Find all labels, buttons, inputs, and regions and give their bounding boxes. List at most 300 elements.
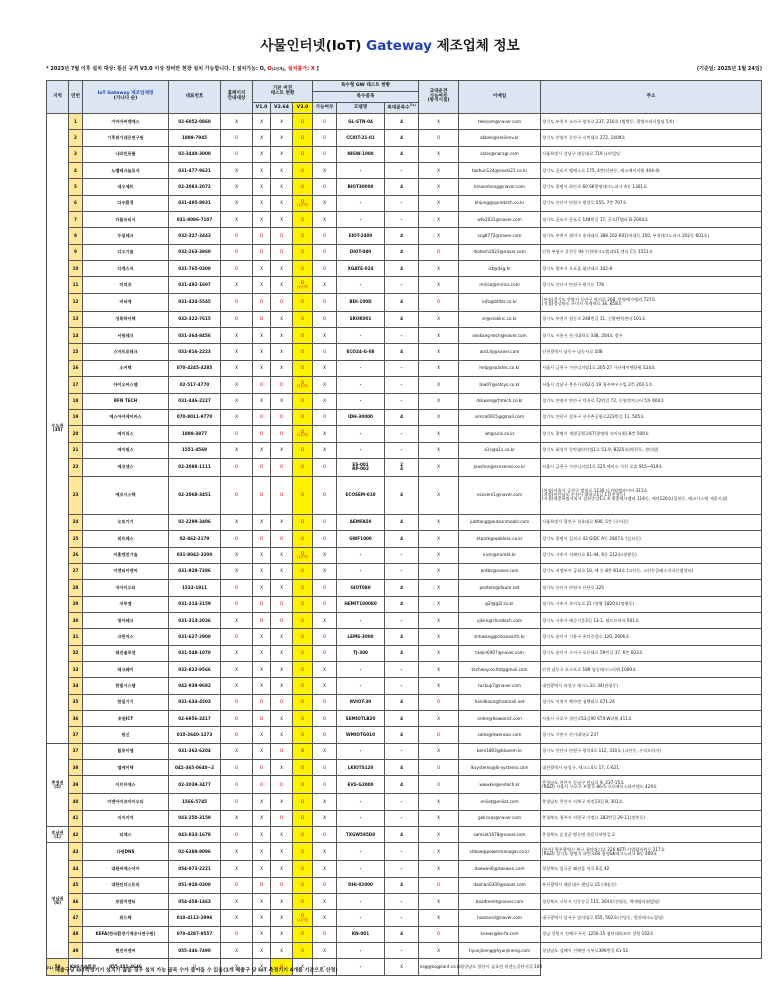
header-homepage: 홈페이지 안내대상 <box>221 81 253 114</box>
maker-name: 성록하이텍 <box>83 311 169 327</box>
multi-possible-flag: O <box>313 727 337 743</box>
homepage-flag: O <box>221 293 253 311</box>
maker-phone: 031-8086-7107 <box>169 212 221 228</box>
table-row <box>47 277 762 293</box>
table-row <box>47 760 762 776</box>
row-no: 35 <box>69 694 83 710</box>
multi-possible-flag: X <box>313 360 337 376</box>
multi-possible-flag: O <box>313 130 337 146</box>
max-count: 4 <box>385 629 419 645</box>
multi-possible-flag: O <box>313 476 337 514</box>
table-row <box>47 360 762 376</box>
max-count: 4 <box>385 827 419 843</box>
row-no: 18 <box>69 393 83 409</box>
multi-possible-flag: X <box>313 377 337 393</box>
homepage-flag: X <box>221 645 253 661</box>
model-name: ECO24-G-08 <box>337 344 385 360</box>
address: 경기도 안산시 단원구 별망로 555, 7층 707호 <box>541 195 762 211</box>
email: sales@naragr.com <box>459 146 541 162</box>
page-title: 사물인터넷(IoT) Gateway 제조업체 정보 <box>260 38 520 54</box>
address: 경기도 용인시 수지구 포은대로 59번길 37, 6층 603호 <box>541 645 762 661</box>
v10-flag: O <box>253 612 271 628</box>
maker-phone: 1533-1911 <box>169 580 221 596</box>
address: 서울시 구로구 경인로53길90 STX-W타워 411호 <box>541 711 762 727</box>
row-no: 8 <box>69 228 83 244</box>
row-no: 7 <box>69 212 83 228</box>
maker-name: 대원씨에스아이 <box>83 861 169 877</box>
model-name: NIGW-1000 <box>337 146 385 162</box>
v10-flag: X <box>253 861 271 877</box>
v264-flag: X <box>271 277 293 293</box>
multi-possible-flag: O <box>313 580 337 596</box>
address: 대전광역시 유성구 테크노3로 34(관평동) <box>541 678 762 694</box>
v10-flag: O <box>253 531 271 547</box>
max-count: - <box>385 612 419 628</box>
table-row <box>47 794 762 810</box>
header-email: 이메일 <box>459 81 541 114</box>
address: 충청북도 청주시 서원구 가정로 383번길 29-11(정봉동) <box>541 810 762 826</box>
address: (본사) 광주광역시 북구 첨단과기로 226 KETI 사업화지원동 217호 (R&D) 경기도 광명시 하안로60 광명SK테크노파크 B동 409호 <box>541 843 762 861</box>
row-no: 50 <box>47 959 69 975</box>
model-name: - <box>337 810 385 826</box>
v30-flag: O <box>293 711 313 727</box>
email: mirico@mirico.com <box>459 277 541 293</box>
model-name: DIOT-080 <box>337 244 385 260</box>
header-address: 주소 <box>541 81 762 114</box>
row-no: 20 <box>69 426 83 442</box>
header-v10: V1.0 <box>253 103 271 114</box>
max-count: 4 <box>385 531 419 547</box>
v264-flag: X <box>271 910 293 926</box>
row-no: 46 <box>69 894 83 910</box>
homepage-flag: O <box>221 760 253 776</box>
homepage-flag: X <box>221 843 253 861</box>
maker-phone: 02-2088-1111 <box>169 458 221 476</box>
max-count: - <box>385 861 419 877</box>
v264-flag: X <box>271 130 293 146</box>
address: 경상남도 양산시 삼호면 미전농공단지길 100 <box>459 959 541 975</box>
address: 인천 부평구 갈산동 94 인천테크노밸리U1 센터 C동 1511호 <box>541 244 762 260</box>
v30-flag: O <box>293 794 313 810</box>
multi-possible-flag: X <box>313 212 337 228</box>
max-count: 2 4 <box>385 458 419 476</box>
v30-flag: O <box>293 943 313 959</box>
row-no: 38 <box>69 760 83 776</box>
model-name: - <box>337 861 385 877</box>
homepage-flag: O <box>221 580 253 596</box>
table-row <box>47 547 762 563</box>
max-count: 4 <box>385 760 419 776</box>
maker-name: 지투엠 <box>83 596 169 612</box>
table-row <box>47 409 762 425</box>
v264-flag: O <box>271 476 293 514</box>
v10-flag: X <box>253 926 271 942</box>
v30-flag: O <box>293 661 313 677</box>
maker-phone: 02-2299-3406 <box>169 514 221 530</box>
address: 경기도 광명시 일직로 43 GIDC A동 2807호 (일직동) <box>541 531 762 547</box>
address: 인천광역시 남동구 남동서로 108 <box>541 344 762 360</box>
v10-flag: X <box>253 146 271 162</box>
address: (본점)경기도 안양시 동안구 학의로 268, 안양메가밸리 727호 (지점)경상북도 구미시 옥계북로 36, 858호 <box>541 293 762 311</box>
homepage-flag: X <box>221 678 253 694</box>
exchange-flag: O <box>419 776 459 794</box>
model-name: - <box>337 212 385 228</box>
max-count: 4 <box>385 293 419 311</box>
v264-flag: X <box>271 195 293 211</box>
email: simco0915@gmail.com <box>459 409 541 425</box>
homepage-flag: X <box>221 894 253 910</box>
v264-flag: X <box>271 580 293 596</box>
row-no: 43 <box>69 843 83 861</box>
exchange-flag: X <box>419 311 459 327</box>
row-no: 13 <box>69 311 83 327</box>
max-count: - <box>385 910 419 926</box>
v10-flag: X <box>253 743 271 759</box>
maker-name: 티엑스 <box>83 827 169 843</box>
maker-phone: 02-517-4770 <box>169 377 221 393</box>
v264-flag: X <box>271 146 293 162</box>
v10-flag: X <box>253 261 271 277</box>
exchange-flag: X <box>419 580 459 596</box>
v30-flag: O <box>293 476 313 514</box>
v264-flag: X <box>271 661 293 677</box>
v10-flag: X <box>253 514 271 530</box>
max-count: 4 <box>385 645 419 661</box>
address: 경기도 군포시 군포로 148번길 17, 군포IT벨리 B-2004호 <box>541 212 762 228</box>
model-name: LEMS-3000 <box>337 629 385 645</box>
maker-phone: 054-458-1463 <box>169 894 221 910</box>
maker-name: 엘케이텍 <box>83 760 169 776</box>
email: shbae@powermanager.co.kr <box>459 843 541 861</box>
email: ecosem1@naver.com <box>459 476 541 514</box>
max-count: - <box>385 943 419 959</box>
v264-flag: X <box>271 711 293 727</box>
v264-flag: O <box>271 810 293 826</box>
v10-flag: X <box>253 645 271 661</box>
maker-name: 오토기기 <box>83 514 169 530</box>
header-basic-test: 기본 버전 테스트 현황 <box>253 81 313 103</box>
model-name: RVIOT-30 <box>337 694 385 710</box>
maker-name: KSG기술환경 <box>69 959 83 975</box>
address: 경기도 시흥시 오이도로 21 (정왕 1820호(정왕동) <box>541 596 762 612</box>
maker-name: 두일테크 <box>83 228 169 244</box>
exchange-flag: X <box>419 563 459 579</box>
v30-flag: O <box>293 228 313 244</box>
maker-phone: 02-862-2179 <box>169 531 221 547</box>
v10-flag: O <box>253 426 271 442</box>
maker-phone: 031-364-8456 <box>169 328 221 344</box>
maker-phone: 070-4245-4285 <box>169 360 221 376</box>
v264-flag: X <box>271 629 293 645</box>
address: 서울시 강남구 봉은사로62길 19 청주여우스빌 2층 202-1호 <box>541 377 762 393</box>
table-row <box>47 344 762 360</box>
v10-flag: X <box>253 678 271 694</box>
table-row <box>47 228 762 244</box>
email: ksg@ksgplant.co.kr <box>419 959 459 975</box>
homepage-flag: O <box>221 228 253 244</box>
maker-name: 나라인포틀 <box>83 146 169 162</box>
email: bem1803@blueem.kr <box>459 743 541 759</box>
address: 경기도 안양시 만안구 덕천로 72번길 72, 동영엔지니어 5차 604호 <box>541 393 762 409</box>
table-row <box>47 743 762 759</box>
maker-phone: 031-765-0300 <box>169 261 221 277</box>
model-name: GIOT080 <box>337 580 385 596</box>
homepage-flag: O <box>221 261 253 277</box>
multi-possible-flag: X <box>313 743 337 759</box>
table-row <box>47 195 762 211</box>
max-count: 4 <box>385 146 419 162</box>
homepage-flag: X <box>221 661 253 677</box>
max-count: 4 <box>385 926 419 942</box>
address: 충청남도 천안시 동남구 만남로 9, 237-15호 (R&D) 서울시 구로구 부광로 66-5 구로에이스하이엔드 429호 <box>541 776 762 794</box>
multi-possible-flag: X <box>313 393 337 409</box>
email: tuckup7@naver.com <box>459 678 541 694</box>
v30-flag: O <box>293 678 313 694</box>
v30-flag: O <box>293 328 313 344</box>
email: info@btlter.co.kr <box>459 293 541 311</box>
row-no: 27 <box>69 563 83 579</box>
v10-flag: X <box>253 442 271 458</box>
v30-flag: O <box>293 179 313 195</box>
maker-phone: 031-477-9621 <box>169 163 221 179</box>
homepage-flag: O <box>221 146 253 162</box>
maker-name: 이홈엔진기술 <box>83 547 169 563</box>
exchange-flag: X <box>419 612 459 628</box>
maker-phone: 032-263-3860 <box>169 244 221 260</box>
header-region: 지역 <box>47 81 69 114</box>
v264-flag: X <box>271 943 293 959</box>
address: 서울시 금천구 가산디지털1로 225 에이스 가산 포휴 915~919호 <box>541 458 762 476</box>
max-count: - <box>385 360 419 376</box>
model-name: - <box>337 843 385 861</box>
maker-name: 에이원스 <box>83 442 169 458</box>
maker-name: 한일기기 <box>83 694 169 710</box>
v264-flag: X <box>271 760 293 776</box>
v264-flag: O <box>271 458 293 476</box>
model-name: - <box>337 426 385 442</box>
email: daehan0300@naver.com <box>459 877 541 893</box>
v264-flag: O <box>271 409 293 425</box>
address: 경기도 안산시 단원구 원시동 778 <box>541 277 762 293</box>
maker-name: 비티에 <box>83 293 169 311</box>
v10-flag: X <box>253 163 271 179</box>
v30-flag: O (2년계) <box>293 277 313 293</box>
region-cell: 영남권 (6) <box>47 843 69 959</box>
exchange-flag: X <box>419 794 459 810</box>
row-no: 33 <box>69 661 83 677</box>
v264-flag: O <box>271 877 293 893</box>
maker-phone: 032-822-9566 <box>169 661 221 677</box>
table-row <box>47 776 762 794</box>
exchange-flag: X <box>419 163 459 179</box>
max-count: - <box>385 195 419 211</box>
v264-flag: X <box>271 727 293 743</box>
row-no: 16 <box>69 360 83 376</box>
homepage-flag: X <box>221 563 253 579</box>
v30-flag: O <box>293 458 313 476</box>
address: 경기도 광명시 새빛공원로67(광명역 자이타워) 8층 509호 <box>541 426 762 442</box>
homepage-flag: O <box>221 244 253 260</box>
exchange-flag: O <box>419 244 459 260</box>
maker-name: 서원테크 <box>83 328 169 344</box>
exchange-flag: X <box>419 894 459 910</box>
address: 인천 남동구 포구포로 189 남동테크노타워 1009호 <box>541 661 762 677</box>
multi-possible-flag: X <box>313 894 337 910</box>
maker-phone: 031-8042-3200 <box>169 547 221 563</box>
v264-flag: X <box>271 212 293 228</box>
max-count: 4 <box>385 228 419 244</box>
v30-flag: O <box>271 959 293 975</box>
max-count: 4 <box>385 877 419 893</box>
multi-possible-flag: X <box>313 277 337 293</box>
email: kmoonhong@naver.com <box>459 179 541 195</box>
v10-flag: X <box>253 827 271 843</box>
email: taejin0407@naver.com <box>459 645 541 661</box>
exchange-flag: O <box>419 293 459 311</box>
v30-flag: O <box>293 810 313 826</box>
max-count: 4 <box>385 344 419 360</box>
v264-flag: O <box>271 612 293 628</box>
model-name: - <box>337 547 385 563</box>
maker-phone: 031-313-2036 <box>169 612 221 628</box>
exchange-flag: X <box>419 743 459 759</box>
maker-name: 가이아씨엔에스 <box>83 114 169 130</box>
address: 경기도 광명시 하안로 60 SK광명테크노파크 A동 1301호 <box>541 179 762 195</box>
v10-flag: X <box>253 114 271 130</box>
homepage-flag: X <box>221 810 253 826</box>
exchange-flag: X <box>419 711 459 727</box>
maker-name: 청아테크 <box>83 612 169 628</box>
model-name: - <box>337 678 385 694</box>
v264-flag: X <box>271 442 293 458</box>
maker-name: 대한인더스트리 <box>83 877 169 893</box>
header-v264: V2.64 <box>271 103 293 114</box>
maker-phone: 031-446-2227 <box>169 393 221 409</box>
v30-flag: O <box>293 629 313 645</box>
email: hanilboon@hanmail.net <box>459 694 541 710</box>
multi-possible-flag: O <box>313 311 337 327</box>
table-row <box>47 130 762 146</box>
exchange-flag: X <box>419 458 459 476</box>
model-name: ECOSEM-010 <box>337 476 385 514</box>
max-count: 4 <box>385 711 419 727</box>
v10-flag: X <box>253 344 271 360</box>
table-row <box>47 377 762 393</box>
maker-phone: 031-928-7286 <box>169 563 221 579</box>
v30-flag: O <box>293 393 313 409</box>
row-no: 45 <box>69 877 83 893</box>
homepage-flag: X <box>221 277 253 293</box>
model-name: GWF1000 <box>337 531 385 547</box>
maker-phone: 051-928-0300 <box>169 877 221 893</box>
multi-possible-flag: X <box>313 547 337 563</box>
model-name: - <box>337 612 385 628</box>
v264-flag: O <box>271 743 293 759</box>
exchange-flag: X <box>419 212 459 228</box>
v10-flag: X <box>253 277 271 293</box>
region-cell: 호남권 (1) <box>47 827 69 843</box>
maker-phone: 02-2068-3451 <box>169 476 221 514</box>
exchange-flag: X <box>419 277 459 293</box>
row-no: 15 <box>69 344 83 360</box>
model-name: LKIOTS120 <box>337 760 385 776</box>
region-cell: 충청권 (5) <box>47 743 69 826</box>
maker-phone: 02-6389-8096 <box>169 843 221 861</box>
address: 대전광역시 유성구, 테크노4로 17, C-621 <box>541 760 762 776</box>
email: hoolanisl@naver.com <box>459 910 541 926</box>
email: hyunjineng@hyunjineng.com <box>459 943 541 959</box>
maker-name: 태진솔루션 <box>83 645 169 661</box>
install-notice: * 2023년 7월 이후 설치 대상: 통신 규격 V3.0 이상 장비만 현장 설치 가능합니다. [ 설치가능: O, O(2년계), 설치불가: X ] <box>46 66 319 72</box>
v30-flag: O <box>293 877 313 893</box>
multi-possible-flag: O <box>313 760 337 776</box>
address: 경기도 안양시 동안구 시민대로 272, 1409호 <box>541 130 762 146</box>
v30-flag: O <box>293 776 313 794</box>
row-no: 30 <box>69 612 83 628</box>
max-count: 4 <box>385 596 419 612</box>
multi-possible-flag: X <box>313 678 337 694</box>
v30-flag: O (2년계) <box>293 426 313 442</box>
row-no: 31 <box>69 629 83 645</box>
model-name: - <box>337 794 385 810</box>
maker-name: KEFA(한국환경기계공사연구원) <box>83 926 169 942</box>
maker-name: 미리코 <box>83 277 169 293</box>
maker-name: 소어텍 <box>83 360 169 376</box>
exchange-flag: O <box>419 926 459 942</box>
v30-flag: O <box>293 612 313 628</box>
table-row <box>47 531 762 547</box>
homepage-flag: X <box>221 547 253 563</box>
maker-phone: 031-314-3159 <box>169 596 221 612</box>
v30-flag: O <box>293 563 313 579</box>
maker-phone: 02-3440-3000 <box>169 146 221 162</box>
maker-name: 에코센스 <box>83 458 169 476</box>
row-no: 6 <box>69 195 83 211</box>
max-count: - <box>385 426 419 442</box>
max-count: - <box>385 810 419 826</box>
maker-name: 블루이엠 <box>83 743 169 759</box>
maker-name: 위드텍 <box>83 910 169 926</box>
table-row <box>47 843 762 861</box>
address: 경기도 시흥시 산기대학로 338, 204호 정우 <box>541 328 762 344</box>
multi-possible-flag: O <box>313 146 337 162</box>
exchange-flag: X <box>419 843 459 861</box>
model-name: TXGW585D8 <box>337 827 385 843</box>
v10-flag: X <box>253 661 271 677</box>
homepage-flag: O <box>221 926 253 942</box>
email: ist@dxg.kr <box>459 261 541 277</box>
homepage-flag: X <box>221 943 253 959</box>
v264-flag: X <box>271 311 293 327</box>
table-row <box>47 910 762 926</box>
multi-possible-flag: O <box>313 645 337 661</box>
address: 서울시 금천구 가산디지털1로 205-27 가산애이펜하워 524호 <box>541 360 762 376</box>
email: dskwon@rfntech.co.kr <box>459 393 541 409</box>
row-no: 14 <box>69 328 83 344</box>
homepage-flag: X <box>221 344 253 360</box>
manufacturer-table <box>46 80 762 976</box>
v30-flag: O (2년계) <box>293 377 313 393</box>
exchange-flag: X <box>419 645 459 661</box>
maker-phone: 1551-4569 <box>169 442 221 458</box>
model-name: - <box>313 959 337 975</box>
max-count: - <box>385 894 419 910</box>
multi-possible-flag: O <box>313 629 337 645</box>
maker-name: RFN TECH <box>83 393 169 409</box>
table-row <box>47 810 762 826</box>
email: juettong@autosnmoakr.com <box>459 514 541 530</box>
v10-flag: O <box>253 228 271 244</box>
